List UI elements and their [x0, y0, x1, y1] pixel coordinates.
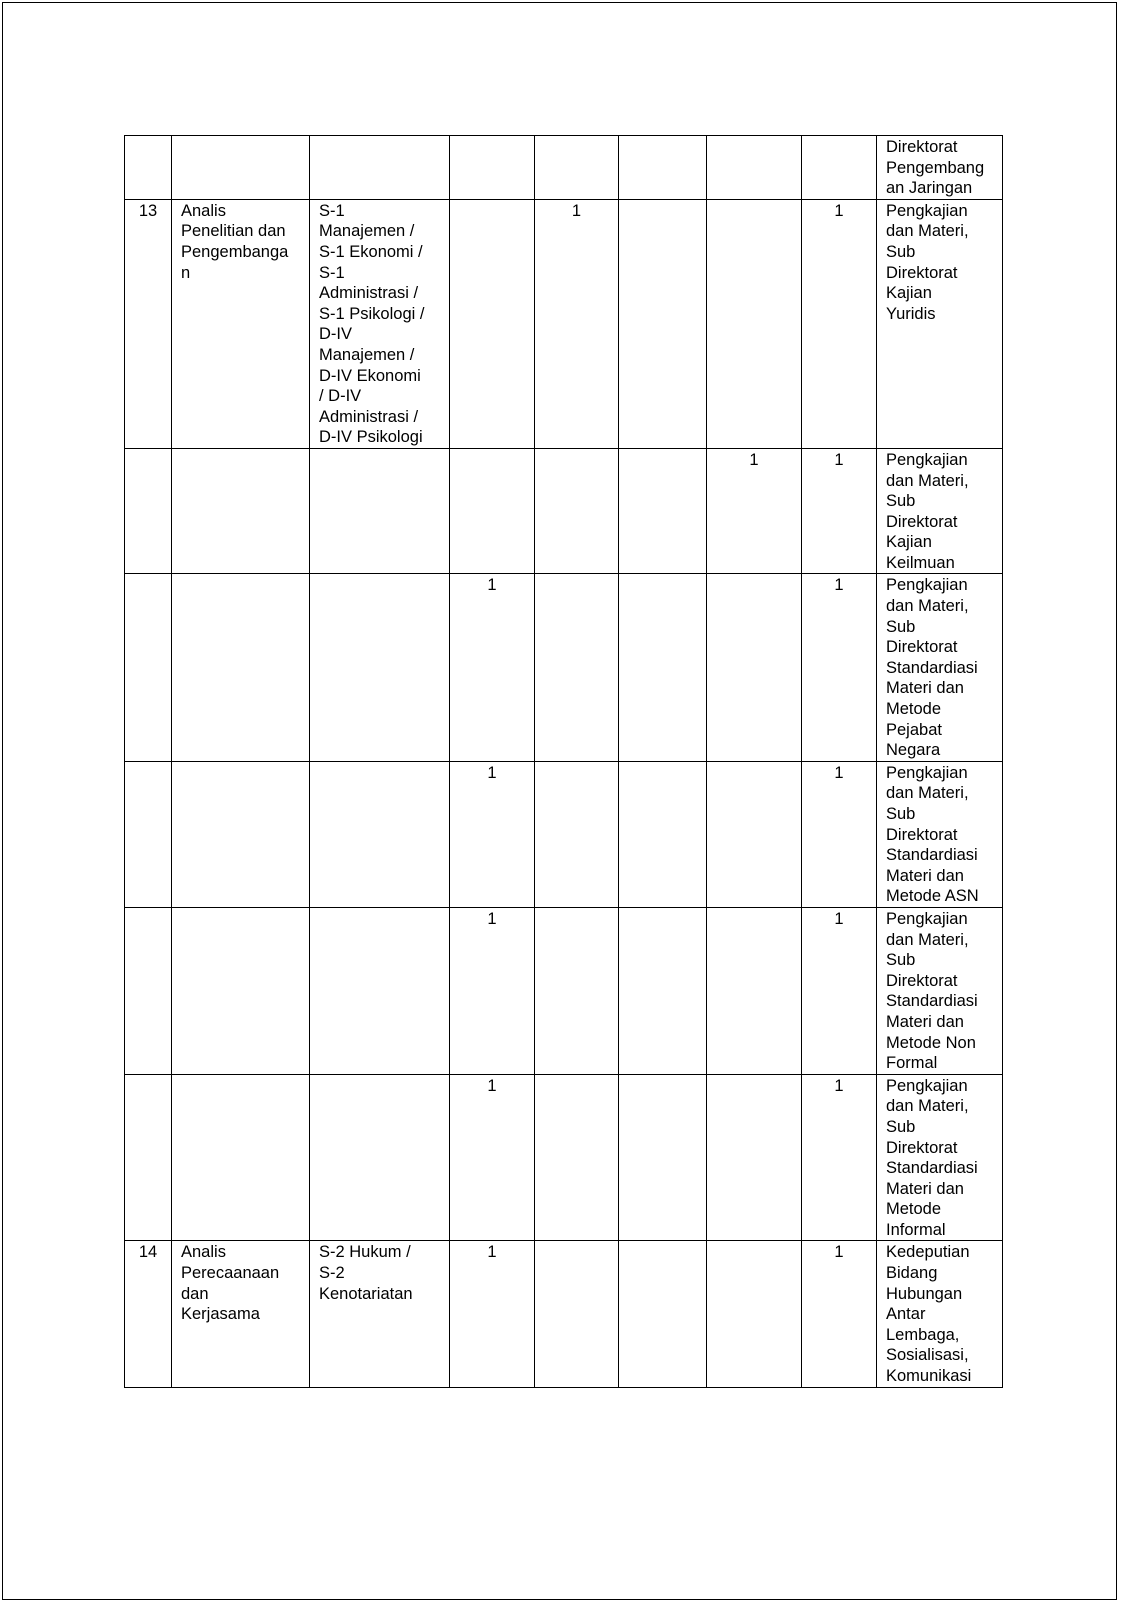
cell-c3	[619, 907, 707, 1074]
cell-c4	[707, 1241, 802, 1387]
cell-jabatan	[172, 448, 310, 574]
cell-c2	[535, 136, 619, 200]
cell-c5: 1	[802, 574, 877, 761]
cell-c2	[535, 574, 619, 761]
cell-c3	[619, 761, 707, 907]
cell-c3	[619, 136, 707, 200]
cell-jabatan	[172, 574, 310, 761]
cell-no	[125, 448, 172, 574]
table-row	[125, 136, 1003, 200]
cell-pendidikan	[310, 448, 450, 574]
cell-unit: Pengkajian dan Materi, Sub Direktorat Standardiasi Materi dan Metode Pejabat Negara	[877, 574, 1003, 761]
cell-pendidikan: S-2 Hukum / S-2 Kenotariatan	[310, 1241, 450, 1387]
cell-c1: 1	[450, 761, 535, 907]
cell-no	[125, 761, 172, 907]
cell-unit: Pengkajian dan Materi, Sub Direktorat Kajian Keilmuan	[877, 448, 1003, 574]
cell-c1: 1	[450, 574, 535, 761]
cell-c2	[535, 448, 619, 574]
cell-c5: 1	[802, 199, 877, 448]
cell-c4	[707, 574, 802, 761]
cell-no: 13	[125, 199, 172, 448]
cell-c1	[450, 136, 535, 200]
cell-no	[125, 1074, 172, 1241]
cell-jabatan	[172, 907, 310, 1074]
table-row	[125, 448, 1003, 574]
cell-jabatan: Analis Perecaanaan dan Kerjasama	[172, 1241, 310, 1387]
cell-c2	[535, 1241, 619, 1387]
table-row	[125, 574, 1003, 761]
cell-jabatan	[172, 1074, 310, 1241]
cell-c2	[535, 907, 619, 1074]
cell-c1: 1	[450, 1074, 535, 1241]
cell-c3	[619, 199, 707, 448]
cell-c1: 1	[450, 907, 535, 1074]
cell-unit: Pengkajian dan Materi, Sub Direktorat Kajian Yuridis	[877, 199, 1003, 448]
cell-unit: Direktorat Pengembang an Jaringan	[877, 136, 1003, 200]
cell-pendidikan	[310, 1074, 450, 1241]
cell-pendidikan	[310, 574, 450, 761]
cell-pendidikan	[310, 761, 450, 907]
cell-c2	[535, 1074, 619, 1241]
cell-c5	[802, 136, 877, 200]
cell-unit: Pengkajian dan Materi, Sub Direktorat Standardiasi Materi dan Metode Non Formal	[877, 907, 1003, 1074]
table-row	[125, 907, 1003, 1074]
table-row	[125, 199, 1003, 448]
cell-c4	[707, 761, 802, 907]
cell-c3	[619, 1074, 707, 1241]
cell-c5: 1	[802, 761, 877, 907]
cell-c4	[707, 1074, 802, 1241]
cell-jabatan	[172, 136, 310, 200]
table-row	[125, 1241, 1003, 1387]
cell-c5: 1	[802, 448, 877, 574]
cell-no	[125, 574, 172, 761]
cell-pendidikan: S-1 Manajemen / S-1 Ekonomi / S-1 Administrasi / S-1 Psikologi / D-IV Manajemen / D-IV Ekonomi / D-IV Administrasi / D-IV Psikologi	[310, 199, 450, 448]
cell-c1: 1	[450, 1241, 535, 1387]
table-row	[125, 1074, 1003, 1241]
cell-c5: 1	[802, 1074, 877, 1241]
cell-no: 14	[125, 1241, 172, 1387]
cell-jabatan	[172, 761, 310, 907]
cell-c1	[450, 448, 535, 574]
cell-c4	[707, 136, 802, 200]
cell-no	[125, 907, 172, 1074]
cell-c5: 1	[802, 1241, 877, 1387]
cell-c4: 1	[707, 448, 802, 574]
cell-pendidikan	[310, 136, 450, 200]
cell-c4	[707, 907, 802, 1074]
cell-c5: 1	[802, 907, 877, 1074]
cell-c4	[707, 199, 802, 448]
cell-unit: Pengkajian dan Materi, Sub Direktorat Standardiasi Materi dan Metode ASN	[877, 761, 1003, 907]
cell-c2: 1	[535, 199, 619, 448]
cell-unit: Kedeputian Bidang Hubungan Antar Lembaga, Sosialisasi, Komunikasi	[877, 1241, 1003, 1387]
cell-c2	[535, 761, 619, 907]
cell-unit: Pengkajian dan Materi, Sub Direktorat Standardiasi Materi dan Metode Informal	[877, 1074, 1003, 1241]
cell-pendidikan	[310, 907, 450, 1074]
cell-c3	[619, 448, 707, 574]
cell-c3	[619, 574, 707, 761]
formation-table	[124, 135, 1003, 1388]
cell-no	[125, 136, 172, 200]
cell-c3	[619, 1241, 707, 1387]
table-row	[125, 761, 1003, 907]
cell-jabatan: Analis Penelitian dan Pengembanga n	[172, 199, 310, 448]
cell-c1	[450, 199, 535, 448]
